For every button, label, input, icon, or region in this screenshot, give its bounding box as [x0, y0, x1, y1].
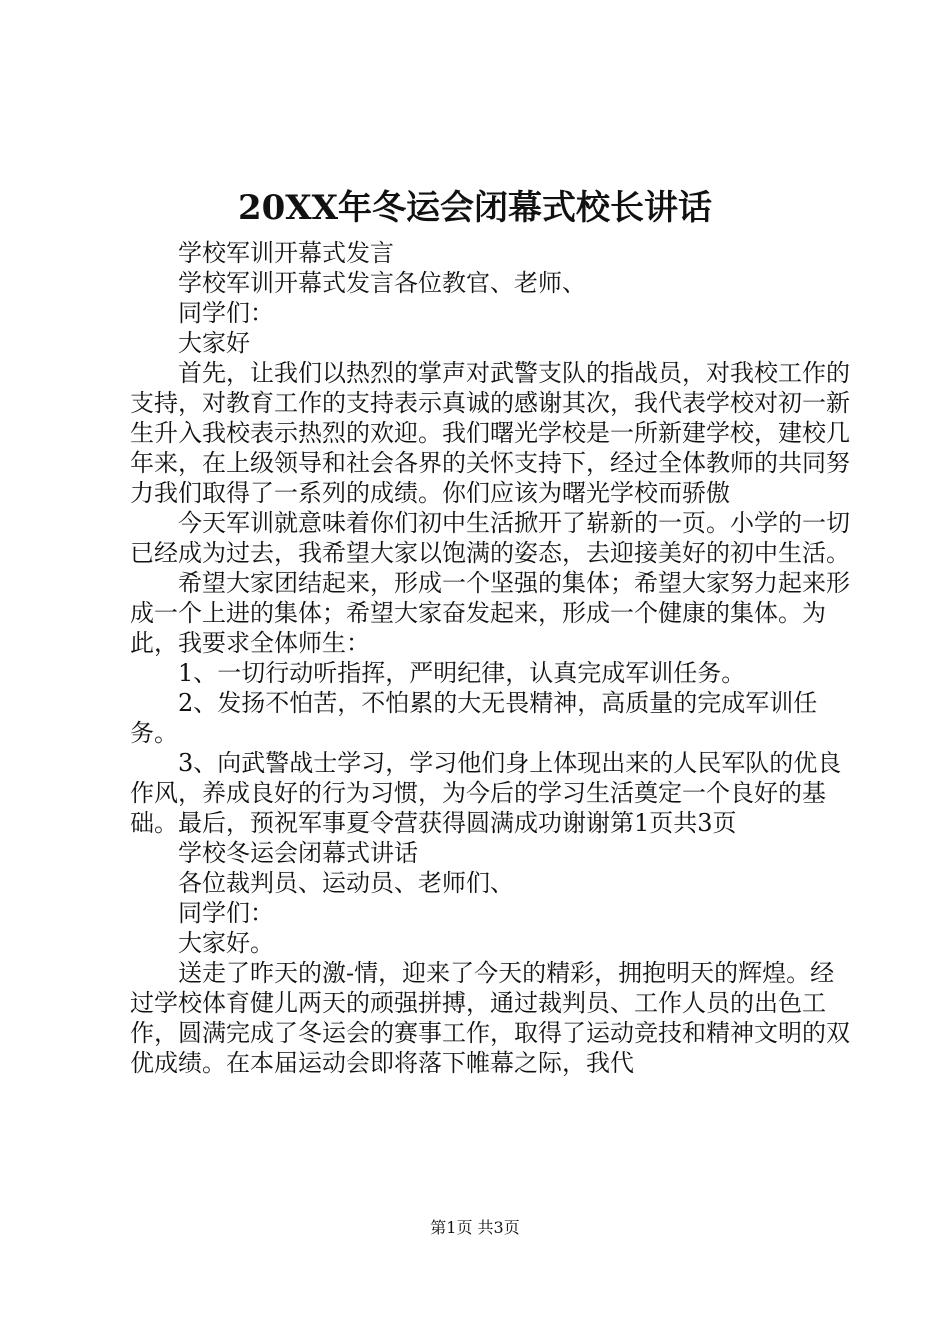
paragraph: 今天军训就意味着你们初中生活掀开了崭新的一页。小学的一切已经成为过去，我希望大家以饱满的姿态，去迎接美好的初中生活。 [130, 509, 850, 567]
paragraph: 首先，让我们以热烈的掌声对武警支队的指战员，对我校工作的支持，对教育工作的支持表示真诚的感谢其次，我代表学校对初一新生升入我校表示热烈的欢迎。我们曙光学校是一所新建学校，建校几年来，在上级领导和社会各界的关怀支持下，经过全体教师的共同努力我们取得了一系列的成绩。你们应该为曙光学校而骄傲 [130, 359, 850, 507]
list-item: 3、向武警战士学习，学习他们身上体现出来的人民军队的优良作风，养成良好的行为习惯，为今后的学习生活奠定一个良好的基础。最后，预祝军事夏令营获得圆满成功谢谢第1页共3页 [130, 749, 842, 837]
paragraph: 学校冬运会闭幕式讲话 [178, 839, 418, 867]
list-item: 1、一切行动听指挥，严明纪律，认真完成军训任务。 [178, 659, 746, 687]
paragraph: 送走了昨天的激-情，迎来了今天的精彩，拥抱明天的辉煌。经过学校体育健儿两天的顽强拼搏，通过裁判员、工作人员的出色工作，圆满完成了冬运会的赛事工作，取得了运动竞技和精神文明的双优成绩。在本届运动会即将落下帷幕之际，我代 [130, 959, 850, 1077]
paragraph: 大家好 [178, 329, 250, 357]
paragraph: 学校军训开幕式发言各位教官、老师、 [178, 269, 586, 297]
paragraph: 各位裁判员、运动员、老师们、 [178, 869, 514, 897]
paragraph: 同学们： [178, 899, 274, 927]
list-item: 2、发扬不怕苦，不怕累的大无畏精神，高质量的完成军训任务。 [130, 689, 818, 747]
paragraph: 大家好。 [178, 929, 274, 957]
document-body [130, 238, 850, 1078]
paragraph: 同学们： [178, 299, 274, 327]
page-footer: 第1页 共3页 [430, 1218, 520, 1237]
paragraph: 学校军训开幕式发言 [178, 239, 394, 267]
paragraph: 希望大家团结起来，形成一个坚强的集体；希望大家努力起来形成一个上进的集体；希望大家奋发起来，形成一个健康的集体。为此，我要求全体师生： [130, 569, 850, 657]
document-title: 20XX年冬运会闭幕式校长讲话 [237, 188, 713, 228]
